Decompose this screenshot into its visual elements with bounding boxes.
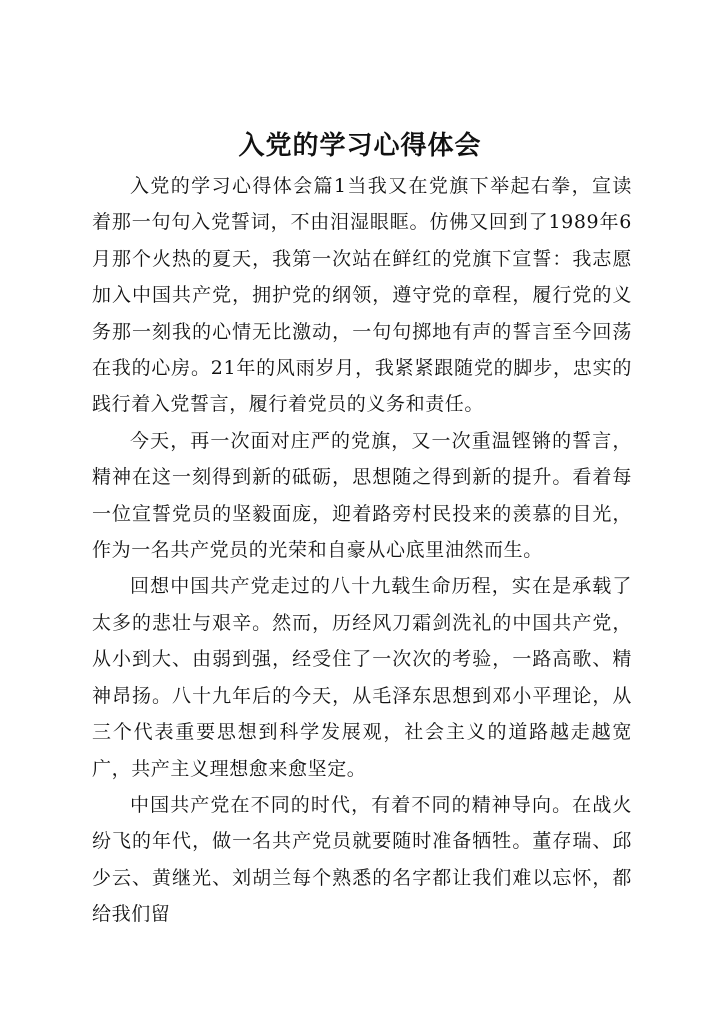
- document-title: 入党的学习心得体会: [238, 131, 482, 161]
- paragraph-2: 今天，再一次面对庄严的党旗，又一次重温铿锵的誓言，精神在这一刻得到新的砥砺，思想随之得到新的提升。看着每一位宣誓党员的坚毅面庞，迎着路旁村民投来的羡慕的目光，作为一名共产党员的光荣和自豪从心底里油然而生。: [92, 429, 632, 562]
- paragraph-1: 入党的学习心得体会篇1当我又在党旗下举起右拳，宣读着那一句句入党誓词，不由泪湿眼眶。仿佛又回到了1989年6月那个火热的夏天，我第一次站在鲜红的党旗下宣誓：我志愿加入中国共产党，拥护党的纲领，遵守党的章程，履行党的义务那一刻我的心情无比激动，一句句掷地有声的誓言至今回荡在我的心房。21年的风雨岁月，我紧紧跟随党的脚步，忠实的践行着入党誓言，履行着党员的义务和责任。: [92, 175, 632, 416]
- document-body: [92, 168, 632, 933]
- paragraph-4: 中国共产党在不同的时代，有着不同的精神导向。在战火纷飞的年代，做一名共产党员就要随时准备牺牲。董存瑞、邱少云、黄继光、刘胡兰每个熟悉的名字都让我们难以忘怀，都给我们留: [92, 793, 632, 926]
- paragraph-3: 回想中国共产党走过的八十九载生命历程，实在是承载了太多的悲壮与艰辛。然而，历经风刀霜剑洗礼的中国共产党，从小到大、由弱到强，经受住了一次次的考验，一路高歌、精神昂扬。八十九年后的今天，从毛泽东思想到邓小平理论，从三个代表重要思想到科学发展观，社会主义的道路越走越宽广，共产主义理想愈来愈坚定。: [92, 575, 632, 780]
